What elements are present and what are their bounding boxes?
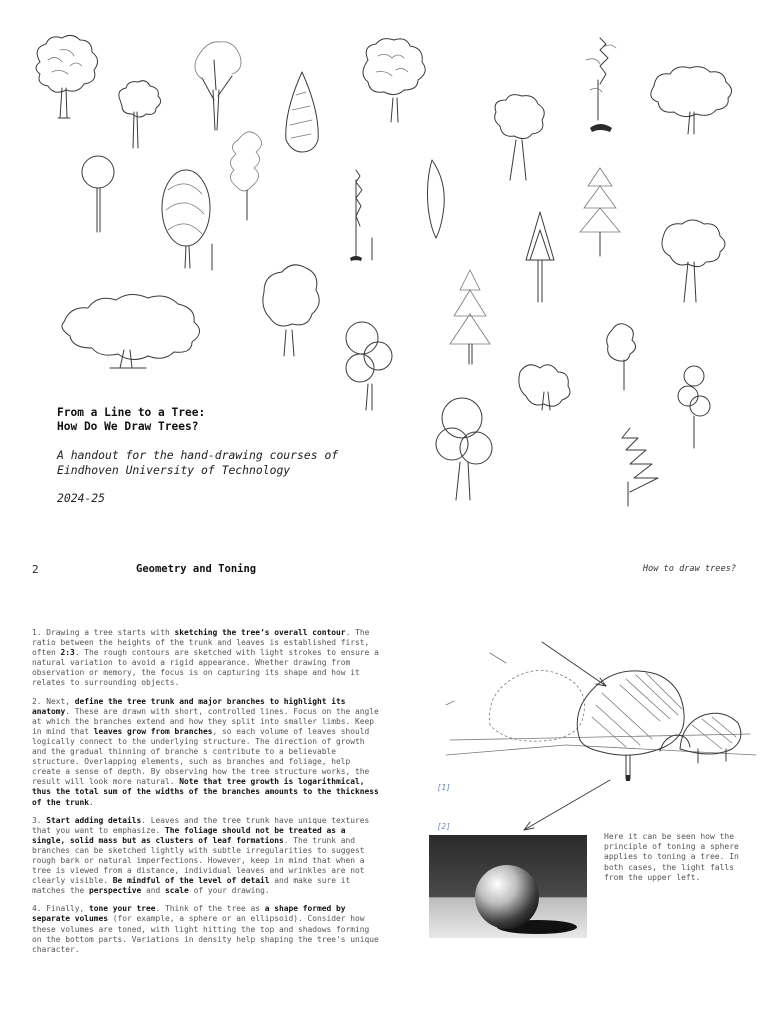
step-text: . The trunk and branches can be sketched lightly with subtle irregularities to suggest rough bark or natural imperfections. However, keep in mind that when a tree is viewed from a distance, individual leaves and wrinkles are not clearly visible. [32, 835, 365, 886]
step-text: 2. Next, [32, 696, 75, 706]
step-text: and [141, 886, 166, 896]
tree-sketch [62, 294, 200, 368]
tree-sketch [450, 270, 490, 364]
page-heading: Geometry and Toning [136, 563, 257, 575]
tree-sketch [519, 324, 636, 410]
tree-sketch [350, 170, 372, 261]
cover-title [57, 406, 205, 434]
tree-sketch [162, 170, 212, 270]
step-text: . The rough contours are sketched with light strokes to ensure a natural variation to avoid a rigid appearance. Whether drawing from observation or memory, the focus is on capturing its shape and how it relates to surrounding objects. [32, 648, 379, 688]
step-text: . These are drawn with short, controlled lines. Focus on the angle at which the branches extend and how they split into smaller limbs. Keep in mind that [32, 706, 379, 736]
body-text [32, 628, 382, 963]
figure-caption: Here it can be seen how the principle of toning a sphere applies to toning a tree. In both cases, the light falls from the upper left. [604, 832, 739, 882]
emphasis-text: The foliage should not be treated as a single, solid mass but as clusters of leaf formations [32, 825, 346, 845]
step-text: of your drawing. [188, 886, 270, 896]
tree-sketch [119, 81, 161, 148]
tree-sketch [363, 39, 425, 122]
step-text: . [89, 797, 94, 807]
emphasis-text: scale [165, 886, 189, 896]
emphasis-text: Be mindful of the level of detail [112, 876, 270, 886]
tree-sketch [622, 428, 658, 506]
cover-subtitle-line-2: Eindhoven University of Technology [57, 463, 291, 477]
step-paragraph [32, 628, 382, 689]
step-text: and make sure it matches the [32, 876, 351, 896]
step-text: . Leaves and the tree trunk have unique textures that you want to emphasize. [32, 815, 370, 835]
emphasis-text: 2:3 [60, 648, 75, 658]
step-text: (for example, a sphere or an ellipsoid). Consider how these volumes are toned, with light hitting the top and shadows forming on the bottom parts. Variations in density help shaping the tree's unique character. [32, 914, 379, 954]
arrow-fig1 [540, 640, 620, 700]
step-paragraph [32, 816, 382, 897]
step-text: 4. Finally, [32, 904, 90, 914]
step-paragraph [32, 904, 382, 954]
emphasis-text: perspective [89, 886, 142, 896]
step-text: . The ratio between the heights of the trunk and leaves is established first, often [32, 628, 370, 658]
figure-toned-sphere [429, 835, 587, 938]
tree-sketch [526, 212, 554, 302]
step-text: . Think of the tree as [155, 904, 265, 914]
step-text: , so each volume of leaves should logically connect to the underlying structure. The direction of growth and the gradual thinning of branche s contribute to a believable structure. Overlapping elements, such as branches and foliage, help create a sense of depth. By observing how the tree structure works, the result will look more natural. [32, 726, 370, 787]
tree-sketch [580, 168, 620, 256]
figure-2-label: [2] [437, 822, 451, 831]
tree-sketch [495, 95, 545, 180]
tree-sketch [263, 265, 319, 356]
tree-sketch [346, 322, 392, 410]
emphasis-text: tone your tree [89, 904, 156, 914]
tree-sketch [195, 42, 241, 130]
emphasis-text: a shape formed by separate volumes [32, 904, 346, 924]
emphasis-text: Start adding details [46, 815, 142, 825]
step-text: 3. [32, 815, 47, 825]
emphasis-text: leaves grow from branches [93, 726, 213, 736]
running-title: How to draw trees? [642, 564, 736, 574]
tree-sketch [651, 67, 732, 134]
cover-subtitle [57, 448, 338, 478]
tree-sketch [662, 220, 725, 302]
tree-sketch [586, 38, 616, 132]
tree-sketch [82, 156, 114, 232]
tree-sketch [230, 132, 261, 220]
cover-year: 2024-25 [57, 491, 106, 505]
arrow-fig2 [520, 776, 620, 836]
step-paragraph [32, 697, 382, 808]
cover-title-line-2: How Do We Draw Trees? [57, 420, 199, 433]
tree-sketch [286, 72, 318, 152]
tree-sketch [36, 35, 98, 118]
tree-sketch [428, 160, 445, 238]
page-number: 2 [32, 563, 39, 576]
tree-sketch [678, 366, 710, 448]
cover-subtitle-line-1: A handout for the hand-drawing courses of [57, 448, 339, 462]
step-text: 1. Drawing a tree starts with [32, 628, 175, 637]
emphasis-text: sketching the tree’s overall contour [174, 628, 346, 637]
figure-1-label: [1] [437, 783, 451, 792]
cover-title-line-1: From a Line to a Tree: [57, 406, 206, 419]
tree-sketch [436, 398, 492, 500]
emphasis-text: define the tree trunk and major branches to highlight its anatomy [32, 696, 346, 716]
emphasis-text: Note that tree growth is logarithmical, thus the total sum of the widths of the branches amounts to the thickness of the trunk [32, 777, 379, 807]
